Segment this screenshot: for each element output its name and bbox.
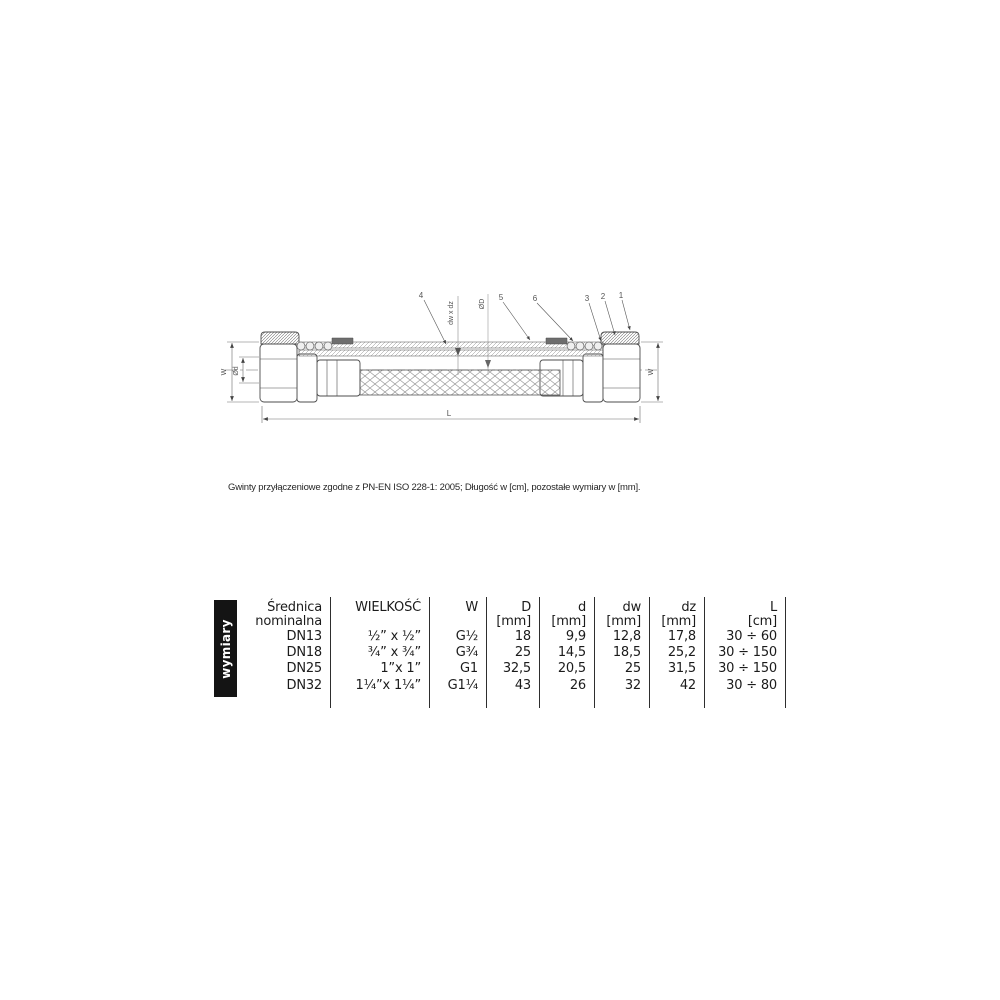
column-header: L bbox=[769, 600, 777, 615]
hose-diagram-svg bbox=[215, 280, 665, 430]
left-nut bbox=[260, 332, 299, 402]
callout-3-label: 3 bbox=[584, 294, 590, 303]
hose-technical-drawing bbox=[215, 280, 665, 430]
callout-4-label: 4 bbox=[418, 291, 424, 300]
column-header: Średnica bbox=[267, 600, 322, 615]
table-cell: ¾” x ¾” bbox=[367, 645, 421, 661]
column-header-unit bbox=[331, 615, 429, 629]
braided-hose-body bbox=[360, 370, 560, 395]
left-collar-band bbox=[332, 338, 353, 344]
column-srednica bbox=[237, 597, 331, 708]
column-header: W bbox=[465, 600, 478, 615]
column-wielkosc bbox=[331, 597, 430, 708]
column-header: dz bbox=[681, 600, 696, 615]
right-collar-band bbox=[546, 338, 567, 344]
table-cell: 9,9 bbox=[565, 629, 586, 644]
table-cell: DN18 bbox=[286, 645, 322, 661]
column-header-unit: [mm] bbox=[661, 614, 696, 629]
callout-6-label: 6 bbox=[532, 294, 538, 303]
table-cell: 25 bbox=[624, 661, 641, 677]
table-cell: DN13 bbox=[286, 629, 322, 644]
table-cell: 30 ÷ 60 bbox=[726, 629, 777, 644]
table-cell: G1¼ bbox=[447, 677, 478, 693]
right-nut bbox=[601, 332, 640, 402]
dim-dwdz-label: dw x dz bbox=[448, 301, 455, 325]
leader-5 bbox=[503, 302, 530, 340]
leader-4 bbox=[424, 300, 446, 344]
table-side-label-text: wymiary bbox=[218, 618, 233, 679]
column-dw bbox=[595, 597, 650, 708]
dim-od-small-label: Ød bbox=[233, 366, 240, 376]
leader-2 bbox=[605, 301, 615, 335]
callout-5-label: 5 bbox=[498, 293, 504, 302]
dimensions-table bbox=[237, 597, 786, 708]
column-header-unit: [mm] bbox=[496, 614, 531, 629]
table-cell: 32,5 bbox=[502, 661, 531, 677]
column-d-small bbox=[540, 597, 595, 708]
table-cell: ½” x ½” bbox=[367, 629, 421, 644]
callout-2-label: 2 bbox=[600, 292, 606, 301]
column-w bbox=[430, 597, 487, 708]
table-cell: 30 ÷ 80 bbox=[726, 677, 777, 693]
dim-w-left-label: W bbox=[221, 368, 228, 376]
column-dz bbox=[650, 597, 705, 708]
table-cell: 20,5 bbox=[557, 661, 586, 677]
leader-6 bbox=[537, 303, 573, 341]
table-cell: G½ bbox=[455, 629, 478, 644]
table-cell: DN32 bbox=[286, 677, 322, 693]
column-header: D bbox=[521, 600, 531, 615]
table-cell: 42 bbox=[679, 677, 696, 693]
table-cell: 25 bbox=[514, 645, 531, 661]
table-cell: 1¼”x 1¼” bbox=[355, 677, 421, 693]
dim-length-label: L bbox=[446, 409, 452, 418]
column-header-unit: [mm] bbox=[551, 614, 586, 629]
table-cell: 18 bbox=[514, 629, 531, 644]
table-cell: 1”x 1” bbox=[380, 661, 421, 677]
table-cell: 32 bbox=[624, 677, 641, 693]
table-cell: G1 bbox=[460, 661, 478, 677]
table-cell: 12,8 bbox=[612, 629, 641, 644]
column-header: d bbox=[577, 600, 586, 615]
table-cell: 17,8 bbox=[667, 629, 696, 644]
dim-dwdz-line bbox=[455, 296, 461, 375]
table-cell: 30 ÷ 150 bbox=[718, 645, 777, 661]
table-cell: 31,5 bbox=[667, 661, 696, 677]
column-l bbox=[705, 597, 786, 708]
column-header-unit: [cm] bbox=[747, 614, 777, 629]
table-cell: 30 ÷ 150 bbox=[718, 661, 777, 677]
left-ferrule-sleeve bbox=[297, 354, 360, 402]
table-side-label bbox=[214, 600, 237, 697]
leader-3 bbox=[589, 303, 601, 341]
dim-w-right-label: W bbox=[648, 368, 655, 376]
table-cell: 14,5 bbox=[557, 645, 586, 661]
table-cell: 18,5 bbox=[612, 645, 641, 661]
table-cell: 43 bbox=[514, 677, 531, 693]
column-header: dw bbox=[622, 600, 641, 615]
column-header-unit: nominalna bbox=[255, 614, 322, 629]
column-header-unit bbox=[430, 615, 486, 629]
table-cell: 26 bbox=[569, 677, 586, 693]
table-cell: G¾ bbox=[455, 645, 478, 661]
thread-note: Gwinty przyłączeniowe zgodne z PN-EN ISO 228-1: 2005; Długość w [cm], pozostałe wymiary w [mm]. bbox=[228, 482, 641, 493]
leader-1 bbox=[622, 300, 630, 330]
column-d-big bbox=[487, 597, 540, 708]
table-cell: DN25 bbox=[286, 661, 322, 677]
dim-od-label: ØD bbox=[479, 298, 486, 310]
callout-1-label: 1 bbox=[618, 291, 624, 300]
table-cell: 25,2 bbox=[667, 645, 696, 661]
column-header-unit: [mm] bbox=[606, 614, 641, 629]
column-header: WIELKOŚĆ bbox=[355, 600, 421, 615]
